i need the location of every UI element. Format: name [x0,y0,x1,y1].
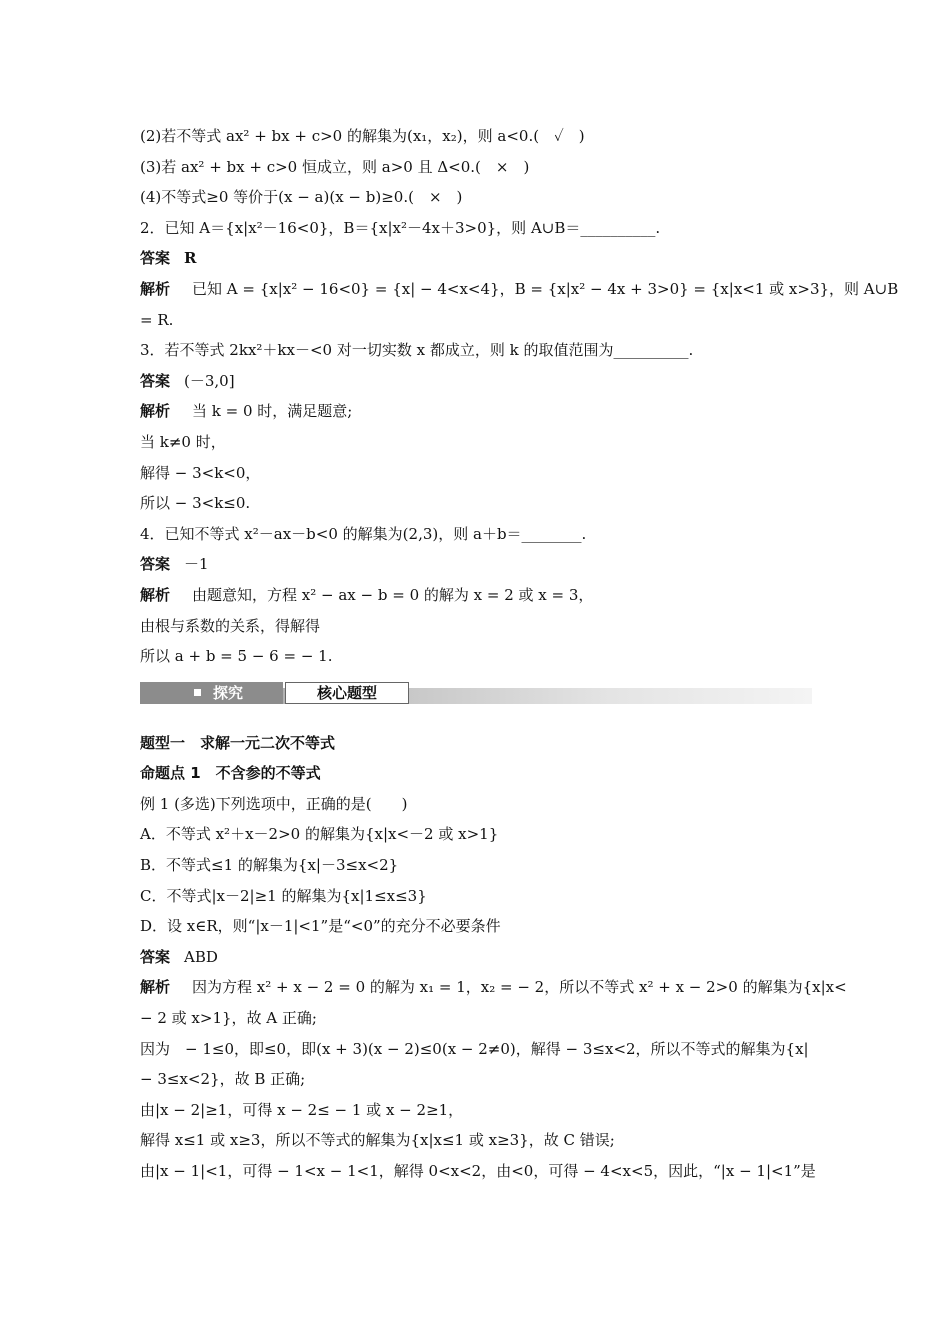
option-a: A．不等式 x²＋x－2>0 的解集为{x|x<－2 或 x>1} [140,825,499,844]
answer-label: 答案 [140,249,171,268]
analysis-text: 由题意知，方程 x² − ax − b = 0 的解为 x = 2 或 x = 3， [192,585,594,604]
example-analysis-6: 解得 x≤1 或 x≥3，所以不等式的解集为{x|x≤1 或 x≥3}，故 C 错误; [140,1131,615,1150]
q4-analysis-2: 由根与系数的关系，得解得 [140,616,321,635]
q3-analysis-3: 解得 − 3<k<0， [140,463,261,482]
judgement-3: (3)若 ax² + bx + c>0 恒成立，则 a>0 且 Δ<0.( × ) [140,157,530,176]
answer-value: －1 [184,555,209,574]
option-c: C．不等式|x－2|≥1 的解集为{x|1≤x≤3} [140,886,427,905]
analysis-label: 解析 [140,585,171,604]
type-title: 题型一 求解一元二次不等式 [140,733,336,752]
example-answer [140,942,812,973]
example-analysis-4: − 3≤x<2}，故 B 正确; [140,1070,306,1089]
q4-answer [140,549,812,580]
answer-value: ABD [184,947,218,966]
q3-analysis-2: 当 k≠0 时， [140,432,226,451]
example-analysis-2: − 2 或 x>1}，故 A 正确; [140,1009,317,1028]
analysis-text: 当 k = 0 时，满足题意; [192,402,353,421]
q4-analysis-3: 所以 a + b = 5 − 6 = − 1. [140,647,333,666]
option-b: B．不等式≤1 的解集为{x|－3≤x<2} [140,856,399,875]
example-1: 例 1 (多选)下列选项中，正确的是( ) [140,794,408,813]
q3-analysis-4: 所以 − 3<k≤0. [140,494,251,513]
q3-answer [140,366,812,397]
square-bullet-icon [194,689,201,696]
q2-answer [140,243,812,274]
section-tab-explore: 探究 [140,682,283,704]
q3-analysis [140,396,812,427]
analysis-label: 解析 [140,279,171,298]
example-analysis [140,972,847,1003]
example-analysis-3: 因为 − 1≤0，即≤0，即(x + 3)(x − 2)≤0(x − 2≠0)，解得 − 3≤x<2，所以不等式的解集为{x| [140,1039,809,1058]
question-4: 4．已知不等式 x²－ax－b<0 的解集为(2,3)，则 a＋b＝________. [140,524,587,543]
answer-value: R [184,249,197,268]
q2-analysis [140,274,899,305]
answer-value: (－3,0] [184,371,235,390]
q2-analysis-cont: = R. [140,310,174,329]
q4-analysis [140,580,812,611]
answer-label: 答案 [140,555,171,574]
proposition-point: 命题点 1 不含参的不等式 [140,764,321,783]
judgement-2: (2)若不等式 ax² + bx + c>0 的解集为(x₁，x₂)，则 a<0.( ✓ ) [140,127,585,145]
section-tab-core-types: 核心题型 [285,682,409,704]
analysis-text: 已知 A = {x|x² − 16<0} = {x| − 4<x<4}，B = {x|x² − 4x + 3>0} = {x|x<1 或 x>3}，则 A∪B [192,279,899,298]
document-page [140,121,899,1187]
analysis-text: 因为方程 x² + x − 2 = 0 的解为 x₁ = 1，x₂ = − 2，所以不等式 x² + x − 2>0 的解集为{x|x< [192,978,847,997]
analysis-label: 解析 [140,402,171,421]
question-3: 3．若不等式 2kx²＋kx－<0 对一切实数 x 都成立，则 k 的取值范围为__________. [140,341,694,360]
analysis-label: 解析 [140,978,171,997]
answer-label: 答案 [140,947,171,966]
judgement-4: (4)不等式≥0 等价于(x − a)(x − b)≥0.( × ) [140,188,463,207]
example-analysis-5: 由|x − 2|≥1，可得 x − 2≤ − 1 或 x − 2≥1， [140,1100,464,1119]
example-analysis-7: 由|x − 1|<1，可得 − 1<x − 1<1，解得 0<x<2，由<0，可得 − 4<x<5，因此，“|x − 1|<1”是 [140,1162,816,1180]
question-2: 2．已知 A＝{x|x²－16<0}，B＝{x|x²－4x＋3>0}，则 A∪B＝__________. [140,218,661,237]
option-d: D．设 x∈R，则“|x－1|<1”是“<0”的充分不必要条件 [140,917,501,936]
answer-label: 答案 [140,371,171,390]
section-banner [140,682,812,712]
